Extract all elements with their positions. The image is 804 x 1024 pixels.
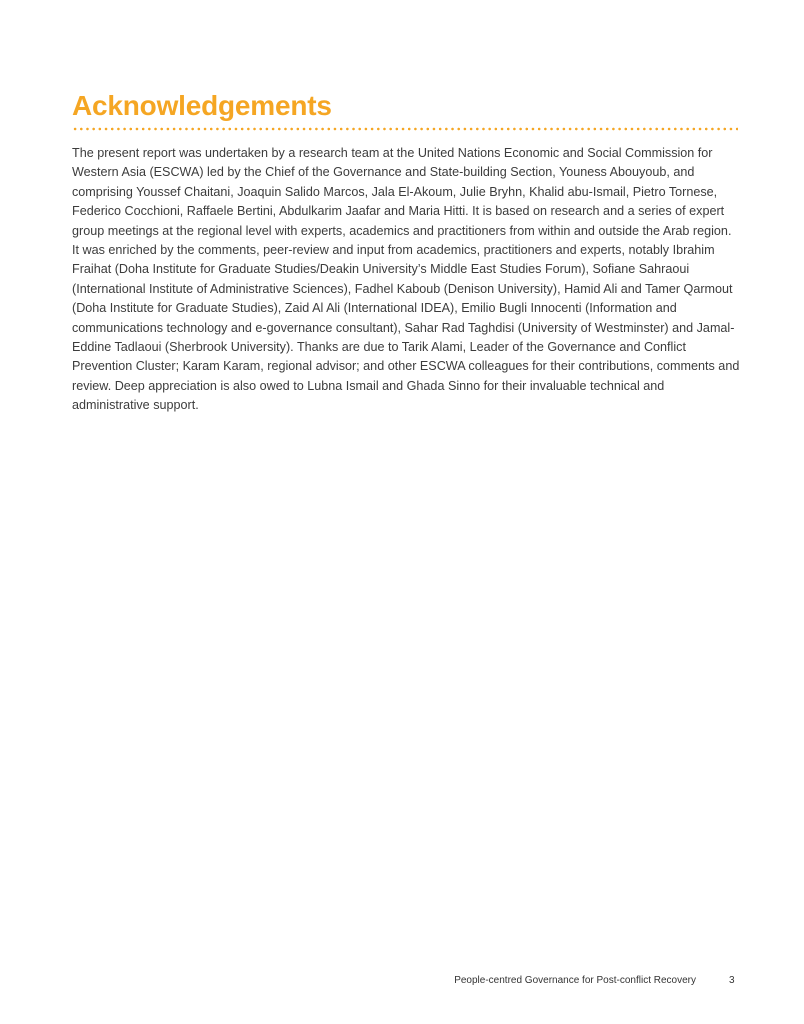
footer-document-title: People-centred Governance for Post-conflict Recovery [454, 975, 696, 986]
page-title: Acknowledgements [72, 90, 332, 121]
acknowledgements-paragraph: The present report was undertaken by a research team at the United Nations Economic and Social Commission for Western Asia (ESCWA) led by the Chief of the Governance and State-building Section, Youness Abouyoub, and comprising Youssef Chaitani, Joaquin Salido Marcos, Jala El-Akoum, Julie Bryhn, Khalid abu-Ismail, Pietro Tornese, Federico Cocchioni, Raffaele Bertini, Abdulkarim Jaafar and Maria Hitti. It is based on research and a series of expert group meetings at the regional level with experts, academics and practitioners from within and outside the Arab region. It was enriched by the comments, peer-review and input from academics, practitioners and experts, notably Ibrahim Fraihat (Doha Institute for Graduate Studies/Deakin University’s Middle East Studies Forum), Sofiane Sahraoui (International Institute of Administrative Sciences), Fadhel Kaboub (Denison University), Hamid Ali and Tamer Qarmout (Doha Institute for Graduate Studies), Zaid Al Ali (International IDEA), Emilio Bugli Innocenti (Information and communications technology and e-governance consultant), Sahar Rad Taghdisi (University of Westminster) and Jamal-Eddine Tadlaoui (Sherbrook University). Thanks are due to Tarik Alami, Leader of the Governance and Conflict Prevention Cluster; Karam Karam, regional advisor; and other ESCWA colleagues for their contributions, comments and review. Deep appreciation is also owed to Lubna Ismail and Ghada Sinno for their invaluable technical and administrative support. [72, 146, 740, 413]
page-footer [0, 975, 804, 991]
dotted-divider [72, 127, 738, 131]
page-number: 3 [729, 975, 735, 986]
